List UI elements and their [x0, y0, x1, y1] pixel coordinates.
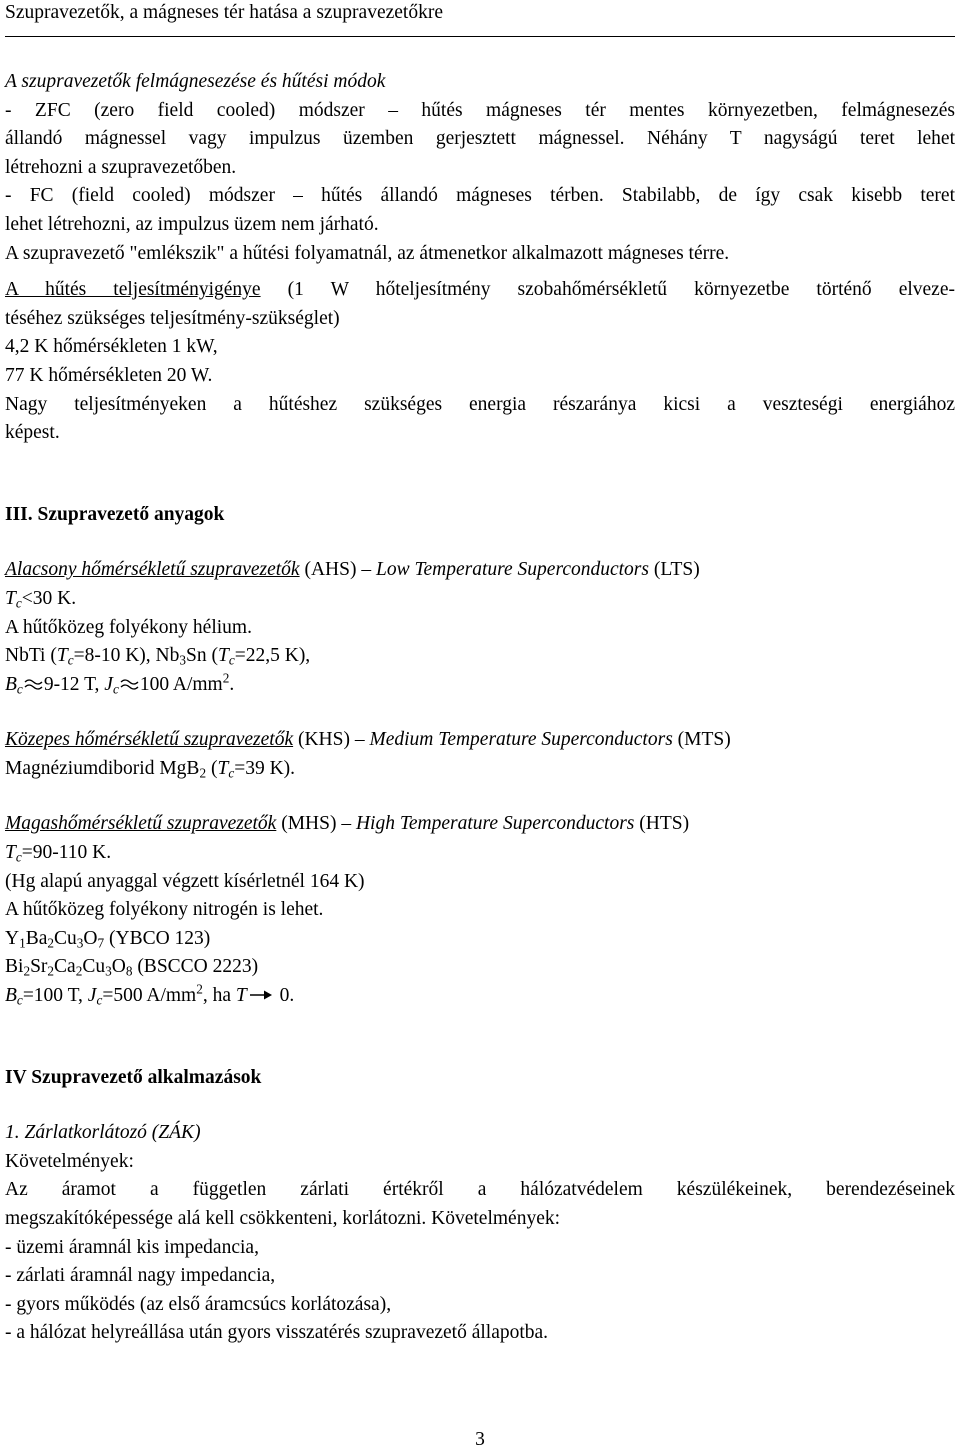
fault-limiter-subheading: 1. Zárlatkorlátozó (ZÁK)	[5, 1122, 201, 1144]
demand-4k-line: 4,2 K hőmérsékleten 1 kW,	[5, 336, 218, 358]
lts-title-line: Alacsony hőmérsékletű szupravezetők (AHS) – Low Temperature Superconductors (LTS)	[5, 559, 700, 581]
high-power-line-1: Nagy teljesítményeken a hűtéshez szükséges energia részaránya kicsi a veszteségi energiához	[5, 393, 955, 415]
list-item: - gyors működés (az első áramcsúcs korlátozása),	[5, 1293, 392, 1315]
lts-tc-line: $T_c<30$ K.	[5, 587, 77, 611]
lts-materials-line: NbTi ($T_c=8-10$ K), $Nb_3Sn$ ($T_c=22,5$ K),	[5, 645, 311, 668]
zfc-line-2: állandó mágnessel vagy impulzus üzemben gerjesztett mágnessel. Néhány T nagyságú teret lehet	[5, 128, 955, 150]
demand-77k-line: 77 K hőmérsékleten 20 W.	[5, 364, 213, 386]
hts-tc-line: $T_c=90-110$ K.	[5, 842, 112, 865]
page-number: 3	[475, 1429, 485, 1450]
hts-title-line: Magashőmérsékletű szupravezetők (MHS) – High Temperature Superconductors (HTS)	[5, 813, 690, 835]
approx-symbol-icon	[120, 677, 139, 691]
requirements-label: Követelmények:	[5, 1150, 134, 1172]
zfc-line-3: létrehozni a szupravezetőben.	[5, 156, 237, 178]
list-item: - a hálózat helyreállása után gyors visszatérés szupravezető állapotba.	[5, 1322, 549, 1344]
fc-line-2: lehet létrehozni, az impulzus üzem nem járható.	[5, 213, 379, 235]
lts-bc-jc-line: $B_c$ 9-12 T, $J_c$ 100 $A/mm^2$.	[5, 670, 235, 696]
materials-heading: III. Szupravezető anyagok	[5, 503, 225, 525]
hts-coolant-line: A hűtőközeg folyékony nitrogén is lehet.	[5, 899, 324, 921]
list-item: - üzemi áramnál kis impedancia,	[5, 1236, 259, 1258]
mts-material-line: Magnéziumdiborid MgB$_2$ ($T_c=39$ K).	[5, 757, 296, 781]
page-header: Szupravezetők, a mágneses tér hatása a szupravezetőkre	[5, 0, 955, 37]
hts-ybco-line: $Y_1Ba_2Cu_3O_7$ (YBCO 123)	[5, 927, 211, 951]
fc-line-1: - FC (field cooled) módszer – hűtés állandó mágneses térben. Stabilabb, de így csak kisebb teret	[5, 185, 955, 207]
hts-bscco-line: $Bi_2Sr_2Ca_2Cu_3O_8$ (BSCCO 2223)	[5, 956, 259, 979]
hts-hg-line: (Hg alapú anyaggal végzett kísérletnél 164 K)	[5, 870, 365, 892]
page-content	[5, 68, 955, 1348]
cooling-demand-line-1: A hűtés teljesítményigénye (1 W hőteljesítmény szobahőmérsékletű környezetbe történő elveze-	[5, 279, 955, 301]
cooling-demand-line-2: téséhez szükséges teljesítmény-szükséglet)	[5, 307, 340, 329]
high-power-line-2: képest.	[5, 422, 60, 444]
approx-symbol-icon	[24, 677, 43, 691]
cooling-methods-heading: A szupravezetők felmágnesezése és hűtési módok	[5, 71, 386, 92]
memory-effect-line: A szupravezető "emlékszik" a hűtési folyamatnál, az átmenetkor alkalmazott mágneses térre.	[5, 242, 730, 264]
zfc-line-1: - ZFC (zero field cooled) módszer – hűtés mágneses tér mentes környezetben, felmágnesezés	[5, 99, 955, 121]
cooling-demand-term: A hűtés teljesítményigénye	[5, 279, 261, 301]
requirements-paragraph-line-1: Az áramot a független zárlati értékről a hálózatvédelem készülékeinek, berendezéseinek	[5, 1179, 955, 1201]
mts-title-line: Közepes hőmérsékletű szupravezetők (KHS) – Medium Temperature Superconductors (MTS)	[5, 729, 731, 751]
right-arrow-icon	[249, 989, 273, 1001]
applications-heading: IV Szupravezető alkalmazások	[5, 1066, 262, 1088]
list-item: - zárlati áramnál nagy impedancia,	[5, 1265, 276, 1287]
hts-bc-jc-line: $B_c=100$ T, $J_c=500$ $A/mm^2$, ha T 0.	[5, 981, 295, 1008]
lts-coolant-line: A hűtőközeg folyékony hélium.	[5, 616, 252, 638]
requirements-paragraph-line-2: megszakítóképessége alá kell csökkenteni, korlátozni. Követelmények:	[5, 1208, 561, 1229]
